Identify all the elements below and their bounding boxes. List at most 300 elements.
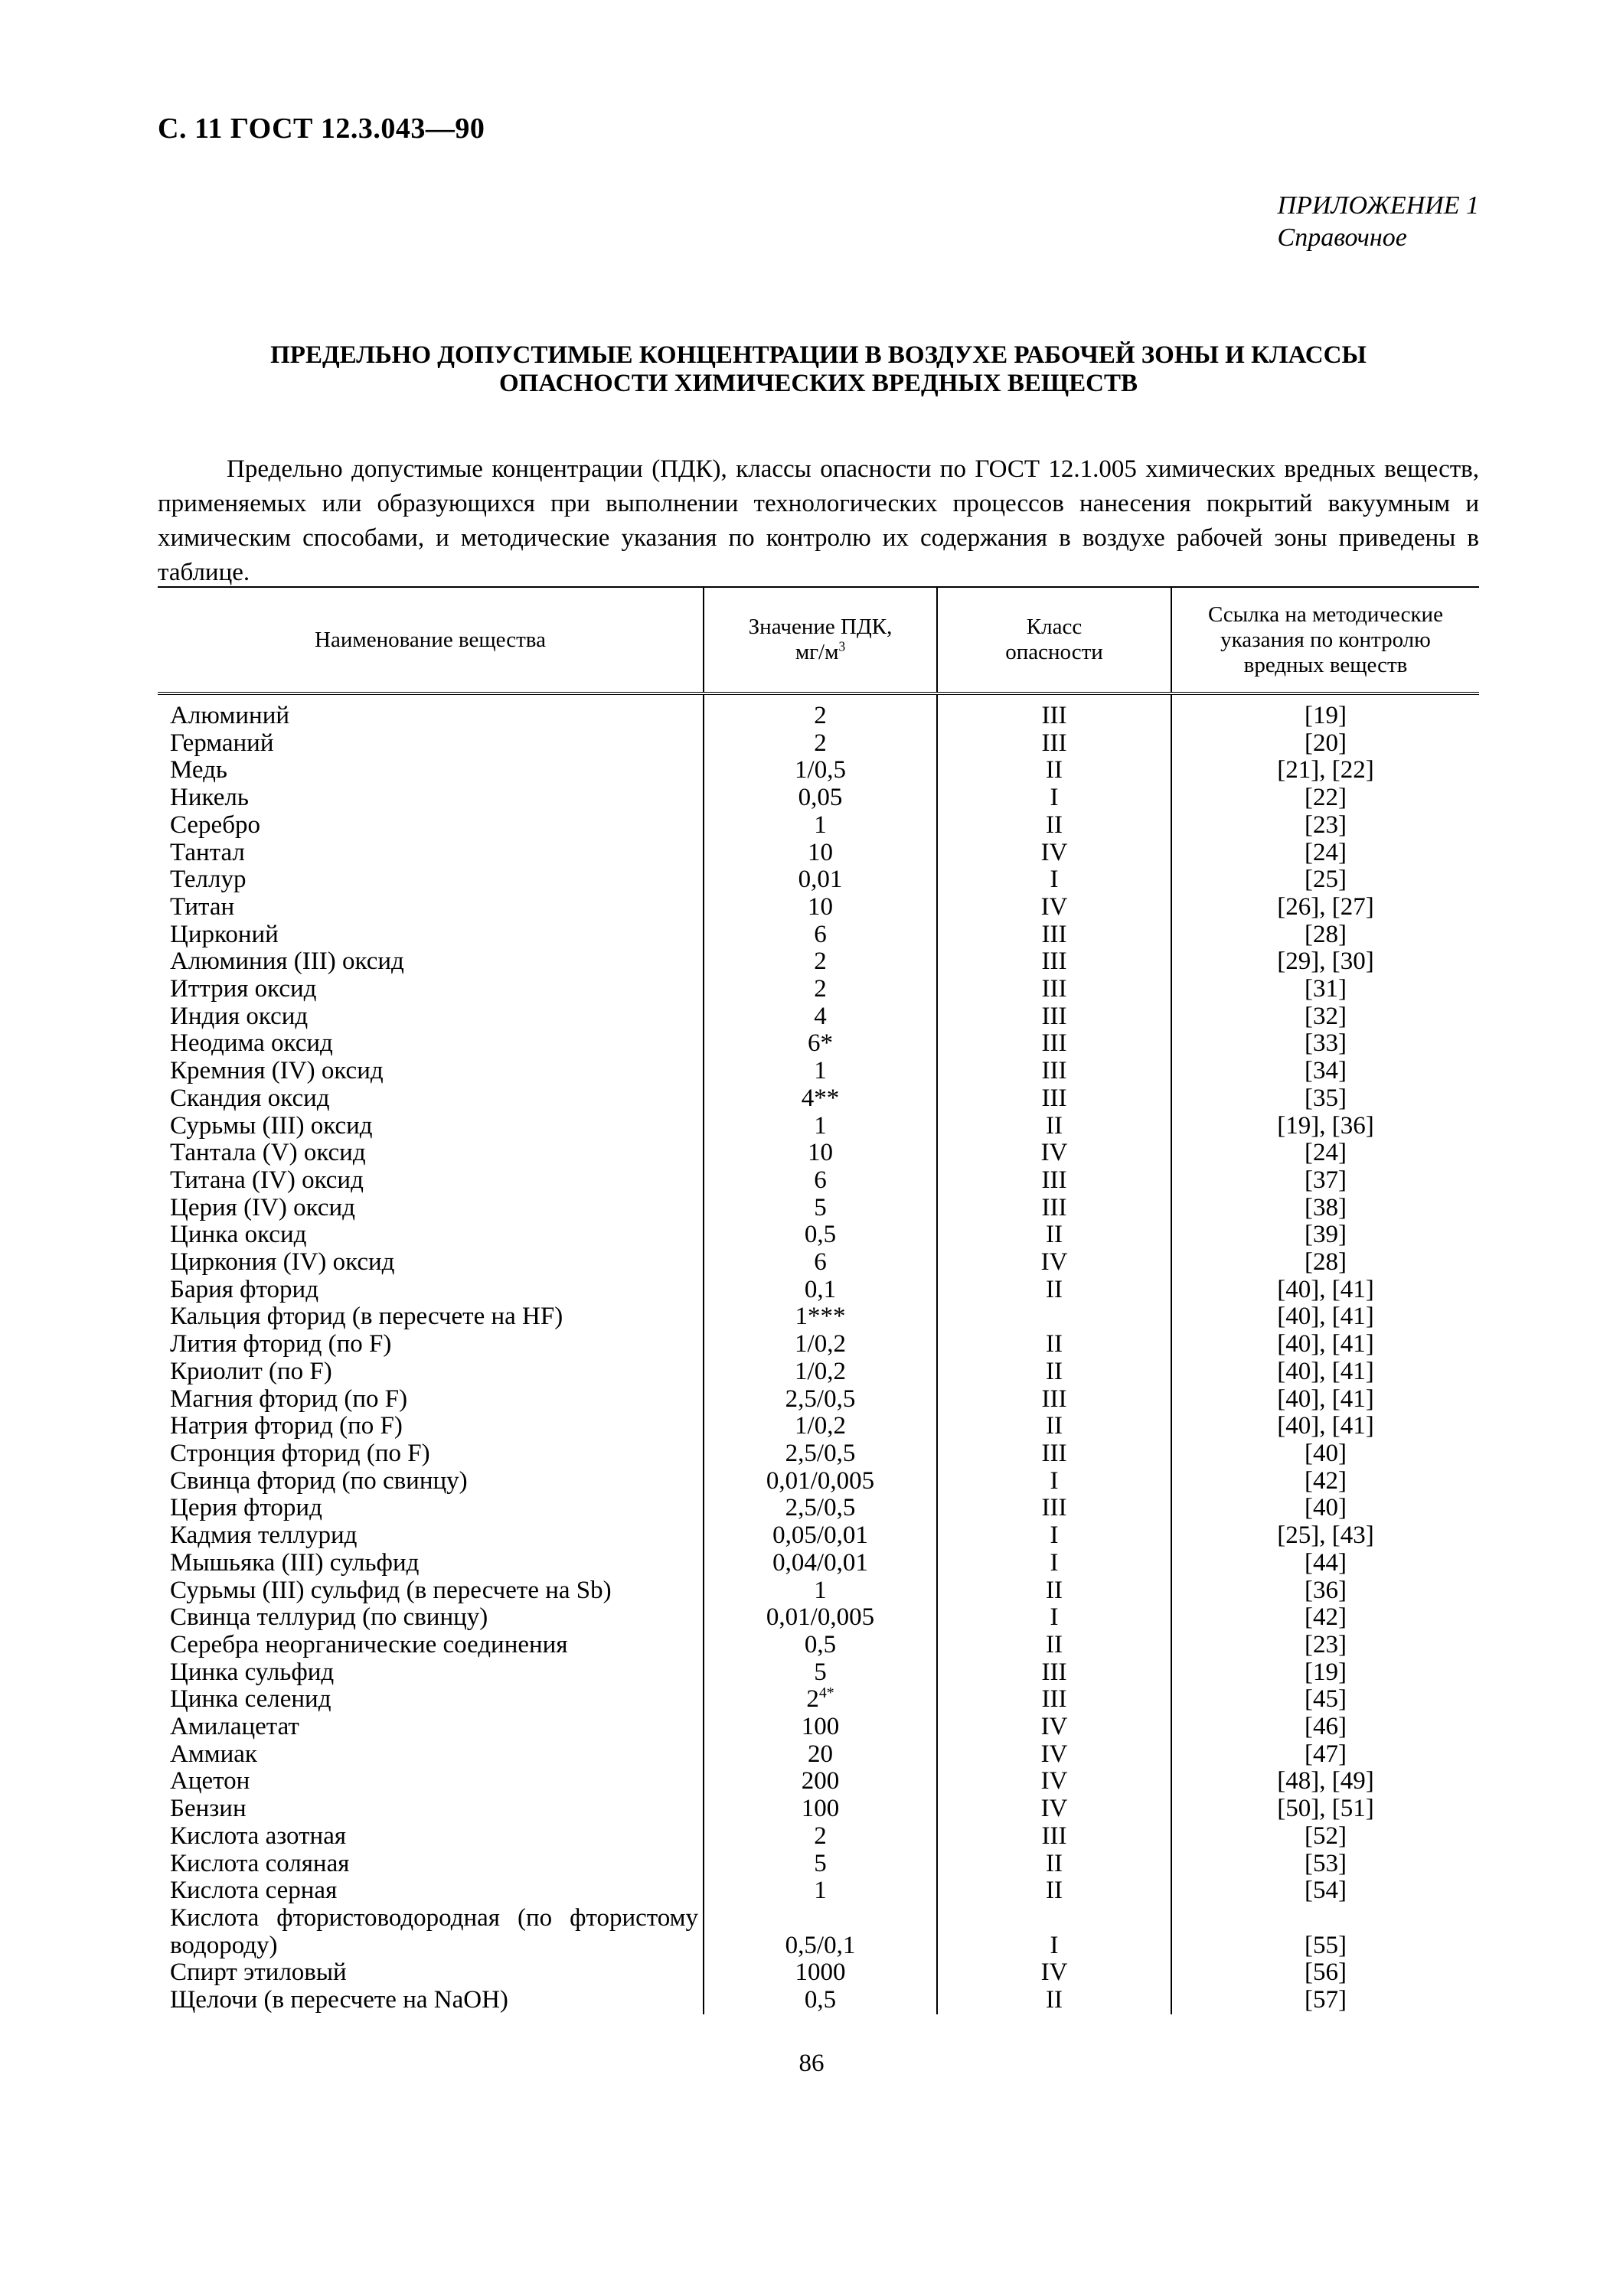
cell-method-reference: [44] — [1171, 1550, 1479, 1577]
table-row — [158, 1468, 1479, 1495]
cell-hazard-class: II — [937, 1632, 1171, 1659]
cell-hazard-class: I — [937, 1522, 1171, 1550]
pdk-value-text: 2,5/0,5 — [785, 1494, 856, 1522]
cell-method-reference: [57] — [1171, 1987, 1479, 2014]
cell-hazard-class: I — [937, 1604, 1171, 1632]
cell-method-reference: [39] — [1171, 1221, 1479, 1249]
cell-method-reference: [40], [41] — [1171, 1413, 1479, 1440]
pdk-value-text: 1/0,5 — [795, 756, 846, 784]
pdk-value-text: 1 — [814, 1576, 827, 1604]
table-row — [158, 921, 1479, 949]
cell-pdk-value — [704, 1550, 937, 1577]
cell-pdk-value — [704, 1686, 937, 1714]
pdk-value-text: 1/0,2 — [795, 1412, 846, 1440]
pdk-value-text: 2 — [814, 1821, 827, 1850]
cell-substance-name: Кислота серная — [170, 1877, 338, 1905]
cell-substance-name: Церия (IV) оксид — [170, 1193, 355, 1221]
pdk-value-text: 0,5 — [804, 1986, 837, 2014]
pdk-value-text: 200 — [801, 1767, 840, 1795]
cell-pdk-value — [704, 1440, 937, 1468]
cell-hazard-class: II — [937, 1877, 1171, 1905]
cell-substance-name: Кальция фторид (в пересчете на HF) — [170, 1303, 563, 1331]
cell-substance-name: Титан — [170, 892, 235, 921]
cell-hazard-class: IV — [937, 1959, 1171, 1987]
cell-pdk-value — [704, 1331, 937, 1358]
cell-method-reference: [47] — [1171, 1741, 1479, 1769]
cell-method-reference: [40] — [1171, 1440, 1479, 1468]
cell-method-reference: [28] — [1171, 1249, 1479, 1277]
pdk-value-text: 100 — [801, 1795, 840, 1823]
cell-method-reference: [28] — [1171, 921, 1479, 949]
pdk-value-text: 0,1 — [804, 1275, 837, 1303]
pdk-value-text: 4 — [814, 1002, 827, 1030]
table-row — [158, 1030, 1479, 1058]
cell-substance-name: Натрия фторид (по F) — [170, 1412, 403, 1440]
table-row — [158, 948, 1479, 976]
cell-pdk-value — [704, 1851, 937, 1878]
cell-method-reference: [42] — [1171, 1468, 1479, 1495]
cell-hazard-class: IV — [937, 1741, 1171, 1769]
cell-method-reference: [24] — [1171, 1140, 1479, 1167]
cell-method-reference: [23] — [1171, 1632, 1479, 1659]
table-row — [158, 730, 1479, 758]
table-row — [158, 1140, 1479, 1167]
page-header: С. 11 ГОСТ 12.3.043—90 — [158, 113, 485, 145]
cell-method-reference: [55] — [1171, 1905, 1479, 1959]
table-row — [158, 894, 1479, 921]
cell-hazard-class: III — [937, 693, 1171, 730]
cell-pdk-value — [704, 1522, 937, 1550]
cell-hazard-class: III — [937, 1686, 1171, 1714]
pdk-value-text: 4** — [801, 1084, 840, 1112]
table-row — [158, 1851, 1479, 1878]
cell-pdk-value — [704, 1413, 937, 1440]
cell-hazard-class: I — [937, 1550, 1171, 1577]
cell-substance-name: Медь — [170, 756, 227, 784]
cell-pdk-value — [704, 1823, 937, 1851]
cell-hazard-class: III — [937, 1823, 1171, 1851]
pdk-value-text: 2 — [814, 702, 827, 729]
cell-pdk-value — [704, 948, 937, 976]
cell-substance-name: Щелочи (в пересчете на NaOH) — [170, 1986, 508, 2014]
cell-substance-name: Свинца фторид (по свинцу) — [170, 1466, 468, 1495]
cell-substance-name: Германий — [170, 729, 274, 757]
cell-substance-name: Кислота соляная — [170, 1849, 350, 1877]
cell-hazard-class: II — [937, 757, 1171, 784]
cell-pdk-value — [704, 1877, 937, 1905]
table-row — [158, 866, 1479, 894]
cell-method-reference: [31] — [1171, 976, 1479, 1003]
cell-hazard-class: IV — [937, 1140, 1171, 1167]
pdk-value-text: 2 — [814, 975, 827, 1003]
cell-pdk-value — [704, 1714, 937, 1741]
header-pdk-value — [704, 587, 937, 693]
table-row — [158, 1987, 1479, 2014]
pdk-value-text: 2 — [814, 947, 827, 976]
cell-hazard-class: III — [937, 1030, 1171, 1058]
pdk-value-text: 10 — [808, 892, 833, 921]
cell-substance-name: Иттрия оксид — [170, 975, 317, 1003]
cell-substance-name: Цирконий — [170, 920, 279, 948]
cell-pdk-value — [704, 1113, 937, 1140]
cell-substance-name: Аммиак — [170, 1740, 257, 1768]
cell-method-reference: [33] — [1171, 1030, 1479, 1058]
cell-method-reference: [24] — [1171, 840, 1479, 867]
cell-method-reference: [20] — [1171, 730, 1479, 758]
cell-pdk-value — [704, 840, 937, 867]
cell-hazard-class: II — [937, 1577, 1171, 1605]
cell-pdk-value — [704, 921, 937, 949]
table-row — [158, 840, 1479, 867]
cell-hazard-class: III — [937, 1167, 1171, 1195]
header-substance-name: Наименование вещества — [158, 587, 704, 693]
cell-hazard-class: II — [937, 1113, 1171, 1140]
cell-pdk-value — [704, 1085, 937, 1113]
table-row — [158, 1331, 1479, 1358]
cell-substance-name: Бензин — [170, 1795, 247, 1823]
cell-hazard-class: I — [937, 1468, 1171, 1495]
cell-method-reference: [45] — [1171, 1686, 1479, 1714]
document-title — [158, 341, 1479, 398]
cell-method-reference: [25], [43] — [1171, 1522, 1479, 1550]
cell-substance-name: Серебра неорганические соединения — [170, 1630, 568, 1658]
cell-pdk-value — [704, 757, 937, 784]
cell-substance-name: Циркония (IV) оксид — [170, 1248, 395, 1277]
cell-substance-name: Сурьмы (III) оксид — [170, 1111, 373, 1140]
cell-pdk-value — [704, 1632, 937, 1659]
table-row — [158, 1959, 1479, 1987]
cell-method-reference: [37] — [1171, 1167, 1479, 1195]
cell-method-reference: [54] — [1171, 1877, 1479, 1905]
cell-substance-name: Цинка сульфид — [170, 1658, 335, 1686]
header-ref-line-1: Ссылка на методические — [1208, 602, 1443, 627]
cell-substance-name: Церия фторид — [170, 1494, 322, 1522]
cell-substance-name: Алюминий — [170, 702, 290, 729]
cell-pdk-value — [704, 976, 937, 1003]
table-row — [158, 757, 1479, 784]
cell-hazard-class: III — [937, 1058, 1171, 1085]
pdk-value-text: 5 — [814, 1849, 827, 1877]
cell-method-reference: [29], [30] — [1171, 948, 1479, 976]
table-row — [158, 1877, 1479, 1905]
table-row — [158, 693, 1479, 730]
cell-substance-name: Спирт этиловый — [170, 1958, 347, 1987]
cell-method-reference: [46] — [1171, 1714, 1479, 1741]
cell-pdk-value — [704, 1058, 937, 1085]
table-row — [158, 1768, 1479, 1795]
cell-method-reference: [42] — [1171, 1604, 1479, 1632]
cell-substance-name: Титана (IV) оксид — [170, 1166, 364, 1194]
cell-substance-name: Мышьяка (III) сульфид — [170, 1548, 420, 1577]
cell-substance-name: Тантала (V) оксид — [170, 1139, 366, 1167]
table-row — [158, 1495, 1479, 1522]
pdk-value-text: 0,05/0,01 — [772, 1521, 868, 1550]
cell-substance-name: Кадмия теллурид — [170, 1521, 358, 1550]
cell-method-reference: [19], [36] — [1171, 1113, 1479, 1140]
cell-method-reference: [40], [41] — [1171, 1386, 1479, 1414]
cell-pdk-value — [704, 1604, 937, 1632]
cell-pdk-value — [704, 1905, 937, 1959]
cell-hazard-class: III — [937, 1440, 1171, 1468]
header-class-line-1: Класс — [1026, 615, 1083, 639]
table-row — [158, 976, 1479, 1003]
cell-pdk-value — [704, 1386, 937, 1414]
cell-method-reference: [23] — [1171, 812, 1479, 840]
cell-substance-name: Кислота азотная — [170, 1821, 347, 1850]
cell-substance-name: Теллур — [170, 866, 247, 894]
cell-method-reference: [36] — [1171, 1577, 1479, 1605]
pdk-value-text: 1 — [814, 1057, 827, 1085]
table-row — [158, 1632, 1479, 1659]
pdk-value-text: 1/0,2 — [795, 1330, 846, 1358]
cell-hazard-class: I — [937, 866, 1171, 894]
cell-hazard-class: III — [937, 1195, 1171, 1222]
title-line-1: ПРЕДЕЛЬНО ДОПУСТИМЫЕ КОНЦЕНТРАЦИИ В ВОЗДУХЕ РАБОЧЕЙ ЗОНЫ И КЛАССЫ — [270, 341, 1367, 369]
pdk-table — [158, 586, 1479, 2014]
cell-method-reference: [22] — [1171, 784, 1479, 812]
table-row — [158, 1358, 1479, 1386]
cell-hazard-class: III — [937, 1085, 1171, 1113]
cell-pdk-value — [704, 894, 937, 921]
cell-pdk-value — [704, 784, 937, 812]
cell-hazard-class: IV — [937, 1249, 1171, 1277]
pdk-value-text: 1 — [814, 810, 827, 839]
cell-pdk-value — [704, 1768, 937, 1795]
cell-hazard-class: III — [937, 976, 1171, 1003]
header-hazard-class — [937, 587, 1171, 693]
cell-method-reference: [35] — [1171, 1085, 1479, 1113]
header-pdk-unit-exponent: 3 — [838, 638, 846, 654]
pdk-value-text: 100 — [801, 1713, 840, 1741]
cell-substance-name: Скандия оксид — [170, 1084, 330, 1112]
pdk-value-text: 6 — [814, 920, 827, 948]
table-row — [158, 1604, 1479, 1632]
cell-pdk-value — [704, 1495, 937, 1522]
cell-substance-name: Алюминия (III) оксид — [170, 947, 404, 976]
cell-method-reference: [34] — [1171, 1058, 1479, 1085]
pdk-value-text: 0,04/0,01 — [772, 1548, 868, 1577]
cell-method-reference: [40], [41] — [1171, 1277, 1479, 1304]
table-row — [158, 1058, 1479, 1085]
header-pdk-unit: мг/м — [795, 640, 839, 664]
pdk-value-text: 0,01 — [798, 866, 843, 894]
cell-substance-name: Серебро — [170, 810, 260, 839]
table-row — [158, 1386, 1479, 1414]
pdk-value-text: 0,01/0,005 — [766, 1603, 875, 1632]
cell-hazard-class: IV — [937, 1768, 1171, 1795]
pdk-value-text: 10 — [808, 1139, 833, 1167]
cell-hazard-class: III — [937, 1003, 1171, 1031]
cell-method-reference: [52] — [1171, 1823, 1479, 1851]
cell-pdk-value — [704, 730, 937, 758]
cell-pdk-value — [704, 1195, 937, 1222]
pdk-value-text: 0,5 — [804, 1221, 837, 1249]
cell-substance-name: Кислота фтористоводородная (по фтористому водороду) — [170, 1903, 698, 1959]
cell-substance-name: Лития фторид (по F) — [170, 1330, 392, 1358]
table-row — [158, 1085, 1479, 1113]
cell-hazard-class: III — [937, 1659, 1171, 1687]
cell-hazard-class: IV — [937, 840, 1171, 867]
table-row — [158, 1905, 1479, 1959]
appendix-type: Справочное — [1277, 223, 1407, 252]
appendix-number: ПРИЛОЖЕНИЕ 1 — [1277, 191, 1479, 220]
pdk-value-text: 1 — [814, 1111, 827, 1140]
table-row — [158, 1003, 1479, 1031]
header-ref-line-3: вредных веществ — [1243, 652, 1408, 677]
cell-hazard-class: II — [937, 1277, 1171, 1304]
cell-hazard-class: I — [937, 784, 1171, 812]
table-row — [158, 1686, 1479, 1714]
pdk-value-text: 2,5/0,5 — [785, 1384, 856, 1413]
cell-hazard-class: II — [937, 812, 1171, 840]
cell-substance-name: Индия оксид — [170, 1002, 309, 1030]
cell-pdk-value — [704, 1741, 937, 1769]
header-class-line-2: опасности — [1005, 640, 1103, 664]
cell-substance-name: Кремния (IV) оксид — [170, 1057, 384, 1085]
cell-method-reference: [50], [51] — [1171, 1795, 1479, 1823]
page-number: 86 — [798, 2050, 825, 2077]
cell-substance-name: Никель — [170, 784, 249, 812]
pdk-value-text: 20 — [808, 1740, 833, 1768]
cell-pdk-value — [704, 1577, 937, 1605]
cell-substance-name: Неодима оксид — [170, 1029, 333, 1058]
cell-pdk-value — [704, 1959, 937, 1987]
cell-hazard-class: IV — [937, 894, 1171, 921]
table-row — [158, 1795, 1479, 1823]
cell-pdk-value — [704, 1167, 937, 1195]
table-row — [158, 1303, 1479, 1331]
cell-substance-name: Магния фторид (по F) — [170, 1384, 408, 1413]
pdk-value-text: 5 — [814, 1193, 827, 1221]
table-row — [158, 1113, 1479, 1140]
cell-method-reference: [40], [41] — [1171, 1303, 1479, 1331]
cell-pdk-value — [704, 1249, 937, 1277]
header-ref-line-2: указания по контролю — [1220, 627, 1431, 652]
cell-hazard-class: II — [937, 1358, 1171, 1386]
pdk-value-text: 6 — [814, 1248, 827, 1277]
cell-hazard-class: III — [937, 921, 1171, 949]
cell-pdk-value — [704, 1358, 937, 1386]
table-row — [158, 1413, 1479, 1440]
header-method-reference — [1171, 587, 1479, 693]
cell-substance-name: Цинка оксид — [170, 1221, 307, 1249]
cell-pdk-value — [704, 1221, 937, 1249]
cell-method-reference: [40] — [1171, 1495, 1479, 1522]
cell-pdk-value — [704, 693, 937, 730]
cell-pdk-value — [704, 1468, 937, 1495]
cell-hazard-class: II — [937, 1851, 1171, 1878]
table-row — [158, 1249, 1479, 1277]
header-pdk-label: Значение ПДК, — [748, 615, 893, 639]
cell-pdk-value — [704, 1795, 937, 1823]
pdk-value-text: 1000 — [795, 1958, 846, 1987]
table-row — [158, 1522, 1479, 1550]
table-row — [158, 1577, 1479, 1605]
cell-method-reference: [40], [41] — [1171, 1358, 1479, 1386]
cell-substance-name: Криолит (по F) — [170, 1357, 332, 1385]
cell-pdk-value — [704, 1659, 937, 1687]
cell-hazard-class: IV — [937, 1795, 1171, 1823]
table-body — [158, 693, 1479, 2014]
cell-hazard-class: II — [937, 1413, 1171, 1440]
cell-pdk-value — [704, 1277, 937, 1304]
cell-method-reference: [56] — [1171, 1959, 1479, 1987]
cell-substance-name: Цинка селенид — [170, 1685, 331, 1714]
pdk-footnote-mark: 4* — [818, 1684, 834, 1702]
cell-method-reference: [40], [41] — [1171, 1331, 1479, 1358]
cell-pdk-value — [704, 1003, 937, 1031]
pdk-value-text: 0,01/0,005 — [766, 1466, 875, 1495]
pdk-value-text: 1/0,2 — [795, 1357, 846, 1385]
cell-method-reference: [19] — [1171, 1659, 1479, 1687]
pdk-value-text: 5 — [814, 1658, 827, 1686]
pdk-value-text: 2 — [806, 1685, 819, 1714]
cell-method-reference: [48], [49] — [1171, 1768, 1479, 1795]
pdk-value-text: 0,5/0,1 — [785, 1931, 856, 1959]
appendix-label — [1278, 190, 1479, 254]
table-row — [158, 784, 1479, 812]
table-row — [158, 1167, 1479, 1195]
cell-method-reference: [25] — [1171, 866, 1479, 894]
table-row — [158, 1277, 1479, 1304]
cell-hazard-class: III — [937, 948, 1171, 976]
cell-hazard-class: IV — [937, 1714, 1171, 1741]
cell-substance-name: Амилацетат — [170, 1713, 299, 1741]
pdk-value-text: 6 — [814, 1166, 827, 1194]
cell-pdk-value — [704, 1303, 937, 1331]
pdk-value-text: 0,5 — [804, 1630, 837, 1658]
cell-substance-name: Бария фторид — [170, 1275, 319, 1303]
cell-method-reference: [19] — [1171, 693, 1479, 730]
cell-method-reference: [38] — [1171, 1195, 1479, 1222]
cell-method-reference: [32] — [1171, 1003, 1479, 1031]
cell-hazard-class: I — [937, 1905, 1171, 1959]
cell-pdk-value — [704, 1987, 937, 2014]
cell-hazard-class: II — [937, 1221, 1171, 1249]
table-row — [158, 812, 1479, 840]
table-header-row — [158, 587, 1479, 693]
cell-hazard-class: II — [937, 1331, 1171, 1358]
table-row — [158, 1714, 1479, 1741]
table-row — [158, 1195, 1479, 1222]
cell-hazard-class: III — [937, 730, 1171, 758]
title-line-2: ОПАСНОСТИ ХИМИЧЕСКИХ ВРЕДНЫХ ВЕЩЕСТВ — [498, 370, 1138, 397]
table-row — [158, 1440, 1479, 1468]
cell-method-reference: [21], [22] — [1171, 757, 1479, 784]
cell-substance-name: Свинца теллурид (по свинцу) — [170, 1603, 488, 1632]
cell-hazard-class — [937, 1303, 1171, 1331]
cell-hazard-class: III — [937, 1495, 1171, 1522]
pdk-value-text: 10 — [808, 838, 833, 866]
cell-pdk-value — [704, 866, 937, 894]
pdk-value-text: 0,05 — [798, 784, 843, 812]
cell-pdk-value — [704, 812, 937, 840]
cell-method-reference: [26], [27] — [1171, 894, 1479, 921]
cell-substance-name: Ацетон — [170, 1767, 250, 1795]
cell-substance-name: Тантал — [170, 838, 245, 866]
intro-paragraph: Предельно допустимые концентрации (ПДК), классы опасности по ГОСТ 12.1.005 химических вредных веществ, применяемых или образующихся при выполнении технологических процессов нанесения покрытий вакуумным и химическим способами, и методические указания по контролю их содержания в воздухе рабочей зоны приведены в таблице. — [158, 455, 1479, 586]
cell-substance-name: Сурьмы (III) сульфид (в пересчете на Sb) — [170, 1576, 612, 1604]
pdk-value-text: 1 — [814, 1877, 827, 1905]
pdk-value-text: 6* — [808, 1029, 833, 1058]
cell-hazard-class: II — [937, 1987, 1171, 2014]
cell-substance-name: Стронция фторид (по F) — [170, 1439, 430, 1467]
table-row — [158, 1823, 1479, 1851]
table-row — [158, 1659, 1479, 1687]
table-row — [158, 1741, 1479, 1769]
table-row — [158, 1221, 1479, 1249]
pdk-value-text: 2 — [814, 729, 827, 757]
